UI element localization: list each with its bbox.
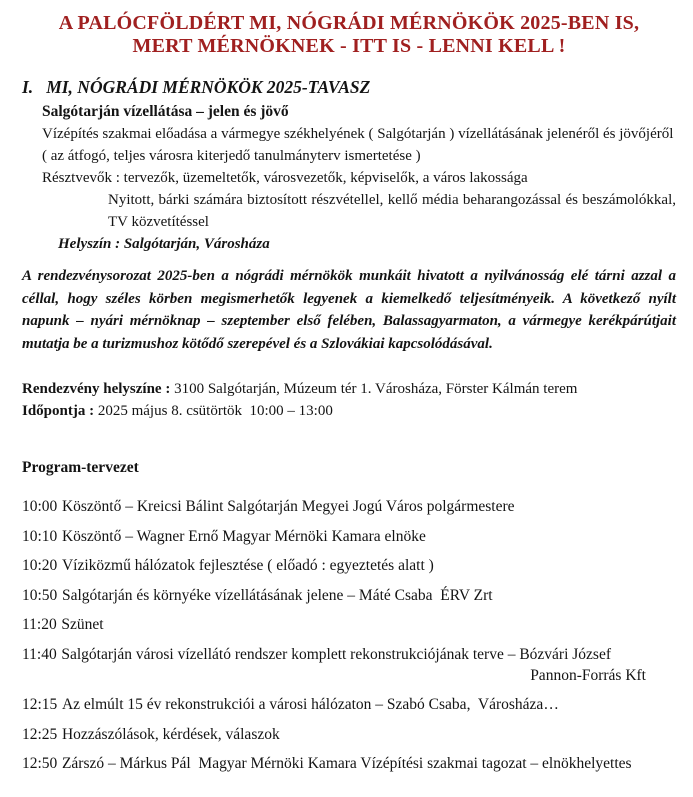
venue-line: Helyszín : Salgótarján, Városháza xyxy=(58,236,270,252)
program-item-text: Zárszó – Márkus Pál Magyar Mérnöki Kamara Vízépítési szakmai tagozat – elnökhelyettes xyxy=(61,755,632,772)
program-item-time: 12:50 xyxy=(22,755,58,772)
program-item-text: Salgótarján városi vízellátó rendszer komplett rekonstrukciójának terve – Bózvári József xyxy=(61,645,612,663)
event-venue-detail xyxy=(22,378,676,400)
program-item-time: 10:50 xyxy=(22,586,58,604)
program-item-time: 10:10 xyxy=(22,527,58,545)
program-item xyxy=(22,614,676,635)
program-item xyxy=(22,644,676,686)
program-item-text: Salgótarján és környéke vízellátásának jelene – Máté Csaba ÉRV Zrt xyxy=(61,586,493,604)
program-item-time: 12:15 xyxy=(22,696,58,713)
program-item-text: Víziközmű hálózatok fejlesztése ( előadó : egyeztetés alatt ) xyxy=(61,557,434,574)
program-item xyxy=(22,555,676,576)
section-heading xyxy=(22,77,676,98)
program-item xyxy=(22,526,676,547)
date-value: 2025 május 8. csütörtök 10:00 – 13:00 xyxy=(94,403,333,419)
participants-line: Résztvevők : tervezők, üzemeltetők, városvezetők, képviselők, a város lakossága xyxy=(42,170,528,186)
program-item-time: 10:00 xyxy=(22,498,58,515)
description-line-1: Vízépítés szakmai előadása a vármegye székhelyének ( Salgótarján ) vízellátásának jelenéről és jövőjéről xyxy=(42,126,674,142)
program-item xyxy=(22,694,676,715)
program-item-text: Az elmúlt 15 év rekonstrukciói a városi hálózaton – Szabó Csaba, Városháza… xyxy=(61,696,559,713)
program-item-text: Köszöntő – Wagner Ernő Magyar Mérnöki Kamara elnöke xyxy=(61,527,426,545)
program-item-time: 11:40 xyxy=(22,645,57,663)
program-item-text: Szünet xyxy=(61,616,104,633)
title-line-2: MERT MÉRNÖKNEK - ITT IS - LENNI KELL ! xyxy=(132,35,566,57)
description-line-2: ( az átfogó, teljes városra kiterjedő tanulmányterv ismertetése ) xyxy=(42,148,421,164)
event-description-block xyxy=(42,101,676,255)
program-heading: Program-tervezet xyxy=(22,459,139,476)
program-item xyxy=(22,496,676,517)
program-item-text: Köszöntő – Kreicsi Bálint Salgótarján Megyei Jogú Város polgármestere xyxy=(61,498,515,515)
program-item-time: 12:25 xyxy=(22,725,58,743)
program-list xyxy=(22,496,676,774)
program-item-continuation: Pannon-Forrás Kft xyxy=(530,666,646,684)
program-item-time: 10:20 xyxy=(22,557,58,574)
program-item xyxy=(22,753,676,774)
program-item-time: 11:20 xyxy=(22,616,57,633)
section-heading-text: MI, NÓGRÁDI MÉRNÖKÖK 2025-TAVASZ xyxy=(46,77,371,97)
document-title xyxy=(22,12,676,58)
event-subheading: Salgótarján vízellátása – jelen és jövő xyxy=(42,103,289,120)
title-line-1: A PALÓCFÖLDÉRT MI, NÓGRÁDI MÉRNÖKÖK 2025-BEN IS, xyxy=(58,12,640,34)
openness-line: Nyitott, bárki számára biztosított részvétellel, kellő média beharangozással és beszámolókkal, TV közvetítéssel xyxy=(108,192,676,230)
program-item-text: Hozzászólások, kérdések, válaszok xyxy=(61,725,280,743)
venue-label: Rendezvény helyszíne : xyxy=(22,381,171,397)
section-number: I. xyxy=(22,77,34,97)
program-item xyxy=(22,724,676,745)
program-item xyxy=(22,585,676,606)
intro-paragraph: A rendezvénysorozat 2025-ben a nógrádi mérnökök munkáit hivatott a nyilvánosság elé tárni azzal a céllal, hogy széles körben megismerhetők legyenek a kiemelkedő teljesítményeik. A következő nyílt napunk – nyári mérnöknap – szeptember első felében, Balassagyarmaton, a vármegye kerékpárútjait mutatja be a turizmushoz kötődő szerepével és a Szlovákiai kapcsolódásával. xyxy=(22,268,676,352)
event-date-detail xyxy=(22,400,676,422)
date-label: Időpontja : xyxy=(22,403,95,419)
venue-value: 3100 Salgótarján, Múzeum tér 1. Városháza, Förster Kálmán terem xyxy=(170,381,578,397)
